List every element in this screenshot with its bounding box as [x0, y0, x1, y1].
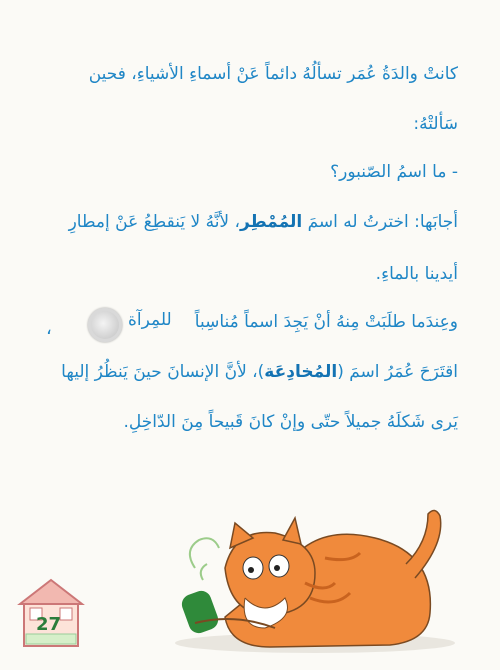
text-line-7-start: اقتَرَحَ عُمَرُ اسمَ (	[337, 362, 458, 382]
text-line-4	[30, 210, 458, 234]
mirror-word: للمِرآة	[128, 310, 172, 330]
text-line-4-start: أجابَها: اخترتُ له اسمَ	[302, 212, 458, 232]
text-line-6: وعِندَما طلَبَتْ مِنهُ أنْ يَجِدَ اسماً مُناسِباً	[194, 312, 458, 332]
mirror-icon	[88, 308, 122, 342]
text-line-4-end: ، لأنَّهُ لا يَنقطِعُ عَنْ إمطارِ	[68, 212, 241, 232]
highlight-word-mukhadia: المُخادِعَة	[264, 362, 338, 382]
text-line-1: كانتْ والدَةُ عُمَر تسألُهُ دائماً عَنْ أسماءِ الأشياءِ، فحين	[88, 64, 458, 84]
text-line-2: سَألتْهُ:	[413, 114, 458, 134]
text-line-7-end: )، لأنَّ الإنسانَ حينَ يَنظُرُ إليها	[61, 362, 265, 382]
house-icon	[14, 576, 88, 650]
comma-mark: ،	[46, 318, 52, 339]
text-line-8: يَرى شَكلَهُ جميلاً حتّى وإنْ كانَ قَبيحاً مِنَ الدّاخِلِ.	[123, 412, 458, 432]
text-line-5: أيدينا بالماءِ.	[375, 264, 458, 284]
cat-illustration	[165, 508, 465, 658]
page-number: 27	[36, 614, 62, 635]
text-line-7	[30, 360, 458, 384]
highlight-word-mumtir: المُمْطِر	[240, 212, 303, 232]
text-line-3: - ما اسمُ الصّنبور؟	[330, 162, 458, 182]
